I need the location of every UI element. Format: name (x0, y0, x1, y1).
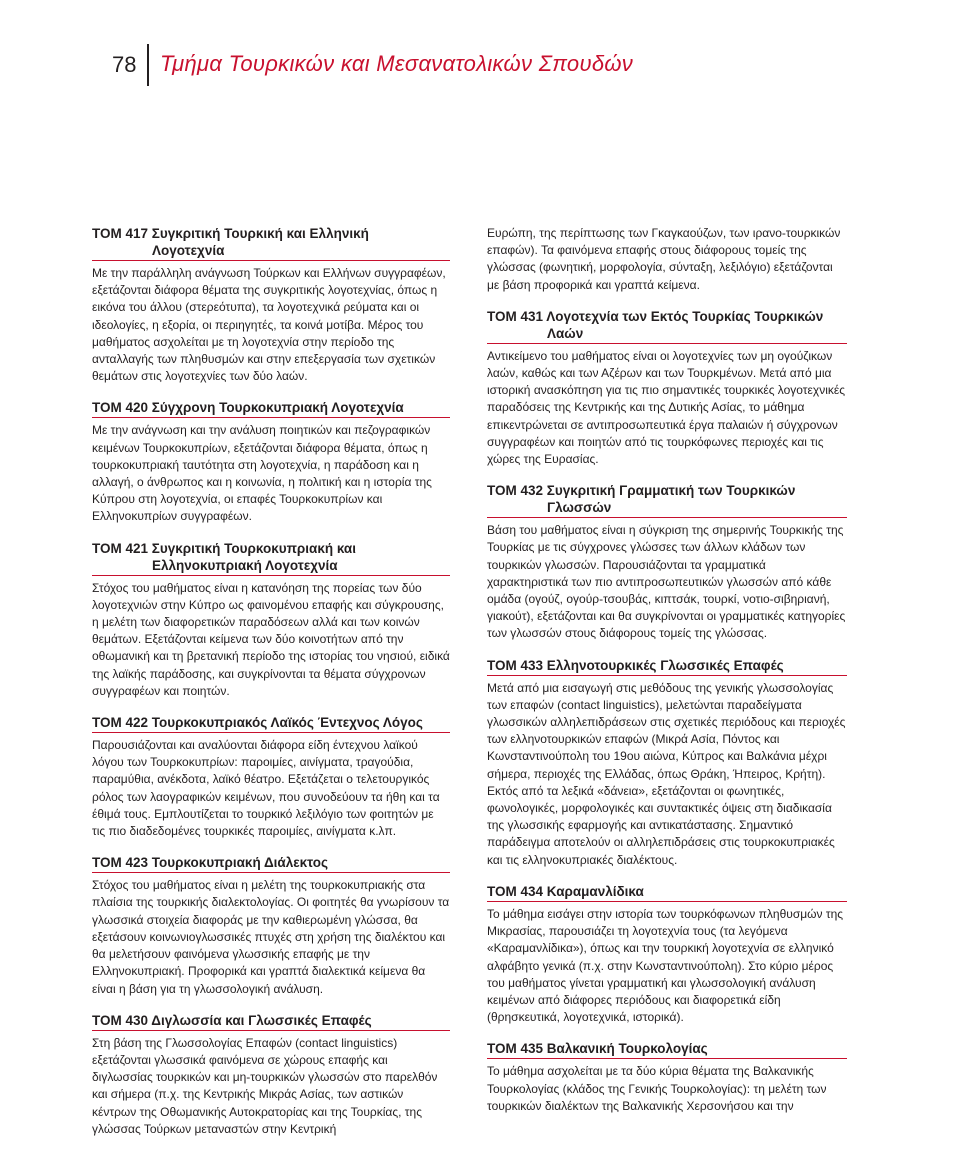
header-divider (147, 44, 149, 86)
continued-text: Ευρώπη, της περίπτωσης των Γκαγκαούζων, των ιρανο-τουρκικών επαφών). Τα φαινόμενα επαφής στους διάφορους τομείς της γλώσσας (φωνητική, μορφολογία, σύνταξη, λεξιλόγιο) εξετάζονται με βάση προφορικά και γραπτά κείμενα. (487, 226, 841, 292)
course-title-line1: ΤΟΜ 430 Διγλωσσία και Γλωσσικές Επαφές (92, 1012, 372, 1028)
course-title (92, 1012, 450, 1031)
course-tom-433 (487, 657, 847, 869)
course-description: Με την ανάγνωση και την ανάλυση ποιητικών και πεζογραφικών κειμένων Τουρκοκυπρίων, εξετάζονται διάφορα θέματα, όπως η τουρκοκυπριακή ταυτότητα στη λογοτεχνία, η παράδοση και η αλλαγή, ο άνθρωπος και η κοινωνία, η πολιτική και η ιστορία της Κύπρου στη λογοτεχνία, οι επαφές Τουρκοκυπρίων και Ελληνοκυπρίων συγγραφέων. (92, 423, 432, 524)
course-title (487, 482, 847, 518)
course-tom-423 (92, 854, 450, 997)
course-tom-434 (487, 883, 847, 1026)
course-title-line1: ΤΟΜ 420 Σύγχρονη Τουρκοκυπριακή Λογοτεχνία (92, 400, 404, 416)
course-title-line1: ΤΟΜ 421 Συγκριτική Τουρκοκυπριακή και (92, 540, 356, 556)
course-title-line1: ΤΟΜ 431 Λογοτεχνία των Εκτός Τουρκίας Τουρκικών (487, 308, 824, 324)
course-title-line1: ΤΟΜ 434 Καραμανλίδικα (487, 883, 644, 899)
course-title (487, 308, 847, 344)
section-title: Τμήμα Τουρκικών και Μεσανατολικών Σπουδών (160, 51, 634, 76)
course-title-line1: ΤΟΜ 417 Συγκριτική Τουρκική και Ελληνική (92, 226, 369, 241)
course-title (92, 540, 450, 576)
course-tom-422 (92, 714, 450, 840)
right-column (487, 225, 847, 1129)
course-title (487, 1040, 847, 1059)
course-title-line2: Γλωσσών (547, 500, 612, 516)
course-title-line1: ΤΟΜ 423 Τουρκοκυπριακή Διάλεκτος (92, 855, 329, 871)
page-number: 78 (112, 52, 137, 77)
course-title-line2: Ελληνοκυπριακή Λογοτεχνία (152, 557, 338, 573)
course-description: Στόχος του μαθήματος είναι η μελέτη της τουρκοκυπριακής στα πλαίσια της τουρκικής διαλεκτολογίας. Οι φοιτητές θα γνωρίσουν τα γλωσσικά στοιχεία διαφοράς με την καθιερωμένη γλώσσα, θα εξετάσουν κοινωνιογλωσσικές πτυχές στη χρήση της διαλέκτου και θα μελετήσουν φαινόμενα γλωσσικής επαφής με την Ελληνοκυπριακή. Προφορικά και γραπτά διαλεκτικά κείμενα θα είναι η βάση για τη γλωσσολογική ανάλυση. (92, 878, 450, 996)
course-description: Το μάθημα ασχολείται με τα δύο κύρια θέματα της Βαλκανικής Τουρκολογίας (κλάδος της Γενικής Τουρκολογίας): τη μελέτη των τουρκικών διαλέκτων της Βαλκανικής Χερσονήσου και την (487, 1064, 827, 1113)
course-title (487, 883, 847, 902)
course-tom-420 (92, 399, 450, 525)
course-tom-430 (92, 1012, 450, 1138)
course-title-line2: Λογοτεχνία (152, 243, 225, 258)
course-title (92, 399, 450, 418)
course-tom-417 (92, 225, 450, 385)
course-tom-431 (487, 308, 847, 468)
course-title-line1: ΤΟΜ 432 Συγκριτική Γραμματική των Τουρκικών (487, 483, 796, 499)
course-tom-421 (92, 540, 450, 700)
course-description: Στόχος του μαθήματος είναι η κατανόηση της πορείας των δύο λογοτεχνιών στην Κύπρο ως φαινομένου επαφής και σύγκρουσης, η μελέτη των διαφορετικών παραδόσεων αλλά και των κοινών θεμάτων. Εξετάζονται κείμενα των δύο κοινοτήτων από την οθωμανική και τη βρετανική περίοδο της ιστορίας του νησιού, ειδικά της λαϊκής παράδοσης, και συγκρίνονται τα θέματα σύγχρονων συγγραφέων και ποιητών. (92, 580, 450, 698)
course-description: Βάση του μαθήματος είναι η σύγκριση της σημερινής Τουρκικής της Τουρκίας με τις σύγχρονες γλώσσες των άλλων κλάδων των τουρκικών γλωσσών. Παρουσιάζονται τα γραμματικά χαρακτηριστικά των πιο αντιπροσωπευτικών γλωσσών από κάθε ομάδα (ογούζ, ογούρ-τσουβάς, κιπτσάκ, τουρκί, νοτιο-σιβηριανή, γιακούτ), εξετάζονται και θα συγκρίνονται οι γραμματικές κατηγορίες των γλωσσών στους διάφορους τομείς της γλώσσας. (487, 523, 846, 641)
left-column (92, 225, 450, 1152)
course-tom-432 (487, 482, 847, 642)
course-title (487, 657, 847, 676)
course-tom-435 (487, 1040, 847, 1115)
course-title-line2: Λαών (547, 325, 584, 341)
course-description: Μετά από μια εισαγωγή στις μεθόδους της γενικής γλωσσολογίας των επαφών (contact linguistics), μελετώνται παραδείγματα γλωσσικών αλληλεπιδράσεων στις σχετικές περιόδους και περιοχές των ελληνοτουρκικών επαφών (Μικρά Ασία, Πόντος και Κωνσταντινούπολη του 19ου αιώνα, Κύπρος και Βαλκάνια μέχρι σήμερα, περιοχές της Ελλάδας, όπως Θράκη, Ήπειρος, Κρήτη). Εκτός από τα λεξικά «δάνεια», εξετάζονται οι φωνητικές, φωνολογικές, μορφολογικές και συντακτικές όψεις στη διαδικασία της γλωσσικής εφαρμογής και αντικατάστασης. Σημαντικό παράδειγμα αποτελούν οι αλληλεπιδράσεις στις τουρκοκυπριακές και τις ελληνοκυπριακές διαλέκτους. (487, 680, 846, 867)
course-title (92, 714, 450, 733)
course-description: Στη βάση της Γλωσσολογίας Επαφών (contact linguistics) εξετάζονται γλωσσικά φαινόμενα σε χώρους επαφής και διγλωσσίας τουρκικών και μη-τουρκικών γλωσσών στο παρελθόν και σήμερα (π.χ. της Κεντρικής Μικράς Ασίας, των αστικών κέντρων της Οθωμανικής Αυτοκρατορίας και της Τουρκίας, της γλώσσας Τούρκων μεταναστών στην Κεντρική (92, 1035, 438, 1136)
course-description: Αντικείμενο του μαθήματος είναι οι λογοτεχνίες των μη ογούζικων λαών, καθώς και των Αζέρων και των Τουρκμένων. Μετά από μια ιστορική ανασκόπηση για τις πιο σημαντικές τουρκικές λογοτεχνικές παραδόσεις της Κεντρικής και της Δυτικής Ασίας, το μάθημα επικεντρώνεται σε αντιπροσωπευτικά έργα παλαιών ή σύγχρονων συγγραφέων και ποιητών από τις τουρκόφωνες περιοχές και τις χώρες της Ευρασίας. (487, 348, 845, 467)
course-title-line1: ΤΟΜ 435 Βαλκανική Τουρκολογίας (487, 1041, 708, 1057)
course-description: Παρουσιάζονται και αναλύονται διάφορα είδη έντεχνου λαϊκού λόγου των Τουρκοκυπρίων: παροιμίες, αινίγματα, τραγούδια, παραμύθια, ανέκδοτα, λαϊκό θέατρο. Εξετάζεται ο τελετουργικός ρόλος των λαογραφικών κειμένων, που συνοδεύουν τα ήθη και τα έθιμά τους. Εμπλουτίζεται το τουρκικό λεξιλόγιο των φοιτητών με τις πιο διαδεδομένες τουρκικές παροιμίες, αινίγματα κ.λπ. (92, 738, 440, 839)
course-description: Το μάθημα εισάγει στην ιστορία των τουρκόφωνων πληθυσμών της Μικρασίας, παρουσιάζει τη λογοτεχνία τους (τα λεγόμενα «Καραμανλίδικα»), όπως και την τουρκική λογοτεχνία σε ελληνικό αλφάβητο γενικά (π.χ. στην Κωνσταντινούπολη). Στο κύριο μέρος του μαθήματος γίνεται γραμματική και γλωσσολογική ανάλυση κειμένων από διάφορες περιόδους και διαφορετικά είδη (θρησκευτικά, λογοτεχνικά, ιστορικά). (487, 906, 844, 1025)
course-title-line1: ΤΟΜ 422 Τουρκοκυπριακός Λαϊκός Έντεχνος Λόγος (92, 715, 423, 731)
course-title (92, 225, 450, 261)
course-title (92, 854, 450, 873)
course-title-line1: ΤΟΜ 433 Ελληνοτουρκικές Γλωσσικές Επαφές (487, 657, 784, 673)
course-description: Με την παράλληλη ανάγνωση Τούρκων και Ελλήνων συγγραφέων, εξετάζονται διάφορα θέματα της συγκριτικής λογοτεχνίας, όπως η εικόνα του άλλου (στερεότυπα), τα λογοτεχνικά ρεύματα και οι ιδεολογίες, η εξορία, οι περιηγητές, τα κοινά μοτίβα. Μέρος του μαθήματος ασχολείται με τη λογοτεχνία στην περίοδο της ανταλλαγής των πληθυσμών και στην επεξεργασία των σχετικών θεμάτων στις λογοτεχνίες των δύο λαών. (92, 266, 446, 384)
